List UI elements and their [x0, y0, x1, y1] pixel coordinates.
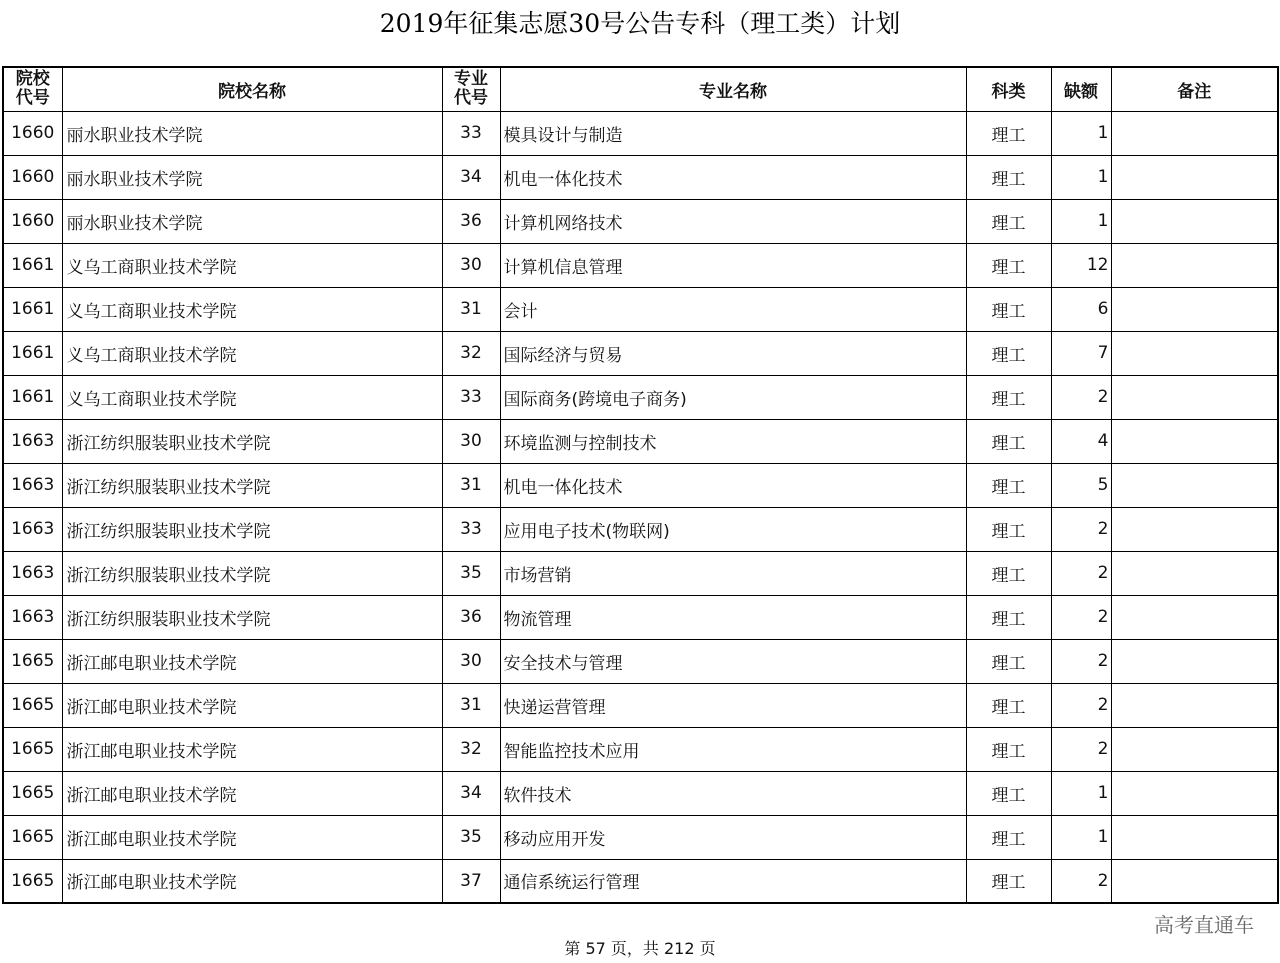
cell-major-name: 机电一体化技术 — [500, 155, 966, 199]
cell-school-name: 义乌工商职业技术学院 — [62, 375, 442, 419]
cell-vacancies: 1 — [1051, 111, 1111, 155]
cell-school-name: 义乌工商职业技术学院 — [62, 331, 442, 375]
cell-vacancies: 2 — [1051, 507, 1111, 551]
cell-school-code: 1663 — [3, 507, 62, 551]
cell-school-code: 1661 — [3, 375, 62, 419]
cell-school-name: 义乌工商职业技术学院 — [62, 243, 442, 287]
cell-vacancies: 2 — [1051, 639, 1111, 683]
cell-vacancies: 12 — [1051, 243, 1111, 287]
cell-school-code: 1660 — [3, 111, 62, 155]
cell-major-name: 智能监控技术应用 — [500, 727, 966, 771]
cell-category: 理工 — [966, 595, 1051, 639]
cell-major-code: 30 — [442, 243, 500, 287]
cell-major-name: 机电一体化技术 — [500, 463, 966, 507]
cell-school-name: 丽水职业技术学院 — [62, 155, 442, 199]
header-category: 科类 — [966, 67, 1051, 111]
page-number: 第 57 页，共 212 页 — [564, 939, 716, 958]
cell-school-code: 1661 — [3, 331, 62, 375]
cell-school-name: 浙江纺织服装职业技术学院 — [62, 551, 442, 595]
cell-remarks — [1111, 771, 1278, 815]
cell-category: 理工 — [966, 683, 1051, 727]
cell-vacancies: 1 — [1051, 199, 1111, 243]
cell-major-name: 通信系统运行管理 — [500, 859, 966, 903]
cell-major-name: 应用电子技术(物联网) — [500, 507, 966, 551]
header-school-code-line1: 院校 — [15, 69, 50, 90]
cell-category: 理工 — [966, 331, 1051, 375]
cell-remarks — [1111, 199, 1278, 243]
cell-school-code: 1665 — [3, 683, 62, 727]
cell-school-code: 1663 — [3, 595, 62, 639]
cell-major-name: 模具设计与制造 — [500, 111, 966, 155]
watermark-text: 高考直通车 — [1154, 913, 1254, 937]
table-row — [3, 155, 1278, 199]
table-row — [3, 199, 1278, 243]
header-major-code-line1: 专业 — [454, 69, 488, 90]
cell-major-name: 软件技术 — [500, 771, 966, 815]
cell-school-name: 浙江邮电职业技术学院 — [62, 683, 442, 727]
header-school-code-line2: 代号 — [15, 88, 50, 109]
cell-major-name: 移动应用开发 — [500, 815, 966, 859]
cell-major-code: 36 — [442, 595, 500, 639]
cell-vacancies: 1 — [1051, 815, 1111, 859]
cell-category: 理工 — [966, 111, 1051, 155]
cell-major-code: 32 — [442, 727, 500, 771]
cell-remarks — [1111, 111, 1278, 155]
cell-major-code: 31 — [442, 683, 500, 727]
cell-remarks — [1111, 551, 1278, 595]
table-row — [3, 111, 1278, 155]
cell-major-code: 31 — [442, 463, 500, 507]
cell-major-code: 35 — [442, 551, 500, 595]
cell-vacancies: 2 — [1051, 727, 1111, 771]
cell-school-name: 浙江邮电职业技术学院 — [62, 639, 442, 683]
cell-major-name: 会计 — [500, 287, 966, 331]
table-body — [3, 111, 1278, 903]
cell-school-code: 1663 — [3, 463, 62, 507]
cell-vacancies: 5 — [1051, 463, 1111, 507]
cell-category: 理工 — [966, 463, 1051, 507]
cell-major-code: 37 — [442, 859, 500, 903]
cell-school-name: 浙江纺织服装职业技术学院 — [62, 507, 442, 551]
cell-major-name: 快递运营管理 — [500, 683, 966, 727]
table-row — [3, 243, 1278, 287]
cell-major-code: 33 — [442, 507, 500, 551]
cell-major-code: 33 — [442, 111, 500, 155]
cell-remarks — [1111, 243, 1278, 287]
cell-vacancies: 2 — [1051, 595, 1111, 639]
table-row — [3, 507, 1278, 551]
table-row — [3, 331, 1278, 375]
table-row — [3, 463, 1278, 507]
cell-vacancies: 7 — [1051, 331, 1111, 375]
cell-category: 理工 — [966, 859, 1051, 903]
cell-major-code: 30 — [442, 419, 500, 463]
cell-school-code: 1663 — [3, 419, 62, 463]
header-vacancies: 缺额 — [1051, 67, 1111, 111]
cell-vacancies: 4 — [1051, 419, 1111, 463]
cell-vacancies: 6 — [1051, 287, 1111, 331]
cell-remarks — [1111, 419, 1278, 463]
cell-major-name: 国际经济与贸易 — [500, 331, 966, 375]
cell-vacancies: 1 — [1051, 771, 1111, 815]
cell-remarks — [1111, 287, 1278, 331]
cell-major-name: 计算机网络技术 — [500, 199, 966, 243]
cell-remarks — [1111, 375, 1278, 419]
cell-major-code: 33 — [442, 375, 500, 419]
page-title: 2019年征集志愿30号公告专科（理工类）计划 — [379, 9, 901, 38]
plan-table — [2, 66, 1279, 904]
table-row — [3, 771, 1278, 815]
cell-vacancies: 1 — [1051, 155, 1111, 199]
header-major-name: 专业名称 — [500, 67, 966, 111]
table-row — [3, 727, 1278, 771]
cell-major-code: 31 — [442, 287, 500, 331]
header-major-code — [442, 67, 500, 111]
cell-vacancies: 2 — [1051, 551, 1111, 595]
cell-school-code: 1665 — [3, 727, 62, 771]
header-school-name: 院校名称 — [62, 67, 442, 111]
cell-school-code: 1665 — [3, 859, 62, 903]
cell-vacancies: 2 — [1051, 375, 1111, 419]
cell-major-name: 环境监测与控制技术 — [500, 419, 966, 463]
cell-major-code: 35 — [442, 815, 500, 859]
cell-major-code: 30 — [442, 639, 500, 683]
cell-major-name: 国际商务(跨境电子商务) — [500, 375, 966, 419]
cell-category: 理工 — [966, 507, 1051, 551]
cell-remarks — [1111, 331, 1278, 375]
cell-remarks — [1111, 815, 1278, 859]
table-row — [3, 595, 1278, 639]
cell-vacancies: 2 — [1051, 859, 1111, 903]
table-row — [3, 815, 1278, 859]
cell-school-code: 1660 — [3, 155, 62, 199]
cell-school-code: 1665 — [3, 771, 62, 815]
cell-remarks — [1111, 507, 1278, 551]
cell-school-name: 丽水职业技术学院 — [62, 111, 442, 155]
cell-category: 理工 — [966, 375, 1051, 419]
cell-major-code: 34 — [442, 155, 500, 199]
table-row — [3, 375, 1278, 419]
cell-major-code: 32 — [442, 331, 500, 375]
cell-school-code: 1661 — [3, 287, 62, 331]
cell-category: 理工 — [966, 287, 1051, 331]
cell-school-name: 浙江邮电职业技术学院 — [62, 727, 442, 771]
table-row — [3, 683, 1278, 727]
cell-school-name: 浙江邮电职业技术学院 — [62, 859, 442, 903]
cell-school-name: 浙江纺织服装职业技术学院 — [62, 463, 442, 507]
table-row — [3, 287, 1278, 331]
cell-school-name: 浙江纺织服装职业技术学院 — [62, 595, 442, 639]
cell-remarks — [1111, 595, 1278, 639]
table-row — [3, 551, 1278, 595]
cell-remarks — [1111, 859, 1278, 903]
cell-category: 理工 — [966, 815, 1051, 859]
cell-school-code: 1663 — [3, 551, 62, 595]
header-school-code — [3, 67, 62, 111]
cell-school-code: 1660 — [3, 199, 62, 243]
cell-school-code: 1665 — [3, 815, 62, 859]
cell-major-name: 安全技术与管理 — [500, 639, 966, 683]
cell-category: 理工 — [966, 551, 1051, 595]
table-row — [3, 859, 1278, 903]
cell-school-code: 1661 — [3, 243, 62, 287]
cell-remarks — [1111, 463, 1278, 507]
cell-school-name: 浙江纺织服装职业技术学院 — [62, 419, 442, 463]
cell-category: 理工 — [966, 155, 1051, 199]
cell-category: 理工 — [966, 727, 1051, 771]
cell-school-name: 丽水职业技术学院 — [62, 199, 442, 243]
cell-school-name: 浙江邮电职业技术学院 — [62, 815, 442, 859]
cell-category: 理工 — [966, 419, 1051, 463]
cell-remarks — [1111, 727, 1278, 771]
cell-school-name: 义乌工商职业技术学院 — [62, 287, 442, 331]
cell-school-code: 1665 — [3, 639, 62, 683]
cell-remarks — [1111, 639, 1278, 683]
cell-remarks — [1111, 683, 1278, 727]
cell-category: 理工 — [966, 243, 1051, 287]
cell-major-name: 计算机信息管理 — [500, 243, 966, 287]
cell-major-code: 36 — [442, 199, 500, 243]
header-remarks: 备注 — [1111, 67, 1278, 111]
cell-category: 理工 — [966, 199, 1051, 243]
table-header-row — [3, 67, 1278, 111]
cell-category: 理工 — [966, 771, 1051, 815]
cell-major-name: 市场营销 — [500, 551, 966, 595]
cell-vacancies: 2 — [1051, 683, 1111, 727]
table-row — [3, 419, 1278, 463]
cell-category: 理工 — [966, 639, 1051, 683]
cell-remarks — [1111, 155, 1278, 199]
cell-major-code: 34 — [442, 771, 500, 815]
cell-major-name: 物流管理 — [500, 595, 966, 639]
table-row — [3, 639, 1278, 683]
header-major-code-line2: 代号 — [454, 88, 488, 109]
cell-school-name: 浙江邮电职业技术学院 — [62, 771, 442, 815]
